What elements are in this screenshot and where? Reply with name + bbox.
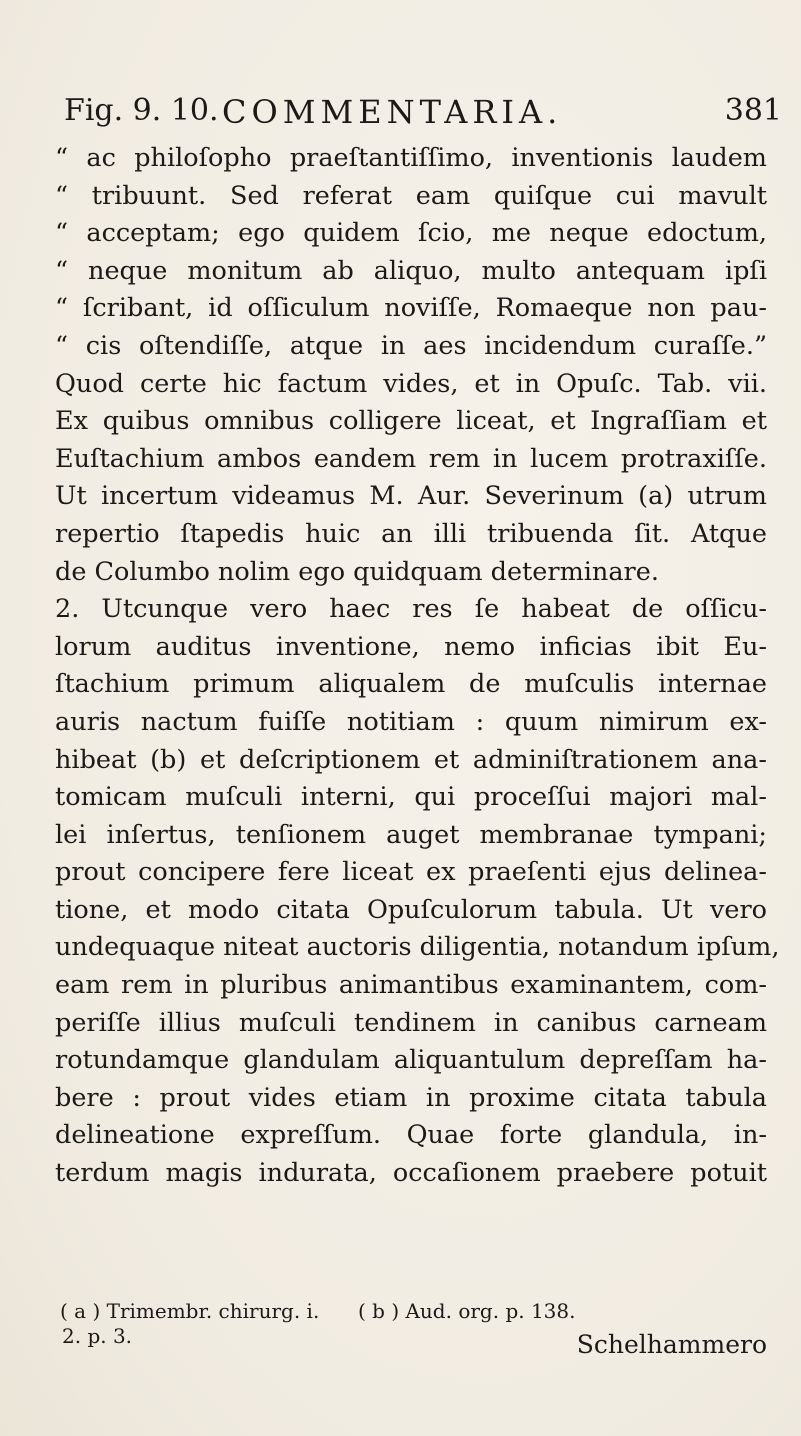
- text-line: ſtachium primum aliqualem de muſculis internae: [55, 669, 767, 700]
- text-line: “ neque monitum ab aliquo, multo antequam ipſi: [55, 255, 767, 286]
- text-line: tione, et modo citata Opuſculorum tabula. Ut vero: [55, 894, 767, 925]
- text-line: “ ac philoſopho praeſtantiſſimo, inventionis laudem: [55, 143, 767, 173]
- text-line: tomicam muſculi interni, qui proceſſui majori mal-: [55, 782, 767, 813]
- figure-reference: Fig. 9. 10.: [64, 93, 219, 128]
- text-line: eam rem in pluribus animantibus examinantem, com-: [55, 970, 767, 1001]
- text-line: de Columbo nolim ego quidquam determinare.: [55, 556, 659, 587]
- text-line: prout concipere fere liceat ex praeſenti ejus delinea-: [55, 857, 767, 888]
- running-header: [64, 93, 784, 133]
- page-title: COMMENTARIA.: [222, 93, 563, 131]
- text-line: terdum magis indurata, occaſionem praebere potuit: [55, 1158, 767, 1189]
- text-line: Euſtachium ambos eandem rem in lucem protraxiſſe.: [55, 443, 767, 474]
- text-line: Ex quibus omnibus colligere liceat, et Ingraſſiam et: [55, 406, 767, 437]
- text-line: hibeat (b) et deſcriptionem et adminiſtrationem ana-: [55, 744, 767, 775]
- catchword: Schelhammero: [576, 1330, 767, 1359]
- footnote-b: ( b ) Aud. org. p. 138.: [358, 1299, 576, 1323]
- text-line: periſſe illius muſculi tendinem in canibus carneam: [55, 1007, 767, 1038]
- footnote-a: ( a ) Trimembr. chirurg. i.: [60, 1299, 320, 1323]
- text-line: auris nactum fuiſſe notitiam : quum nimirum ex-: [55, 706, 767, 737]
- text-line: “ ſcribant, id oſſiculum noviſſe, Romaeque non pau-: [55, 293, 767, 324]
- text-line: rotundamque glandulam aliquantulum depreſſam ha-: [55, 1045, 767, 1076]
- text-line: delineatione expreſſum. Quae forte glandula, in-: [55, 1120, 767, 1151]
- page-number: 381: [724, 93, 782, 128]
- body-text: [55, 140, 780, 1193]
- text-line: “ tribuunt. Sed referat eam quiſque cui mavult: [55, 180, 767, 211]
- text-line: Ut incertum videamus M. Aur. Severinum (a) utrum: [55, 481, 767, 512]
- text-line: lorum auditus inventione, nemo inficias ibit Eu-: [55, 631, 767, 662]
- text-line: undequaque niteat auctoris diligentia, notandum ipſum,: [55, 932, 780, 963]
- text-line: 2. Utcunque vero haec res ſe habeat de oſſicu-: [55, 594, 767, 625]
- footnote-row: [60, 1298, 780, 1324]
- text-line: bere : prout vides etiam in proxime citata tabula: [55, 1082, 767, 1113]
- text-line: “ cis oſtendiſſe, atque in aes incidendum curaſſe.”: [55, 330, 767, 361]
- text-line: lei inſertus, tenſionem auget membranae tympani;: [55, 819, 767, 850]
- text-line: Quod certe hic factum vides, et in Opuſc. Tab. vii.: [55, 368, 767, 399]
- text-line: “ acceptam; ego quidem ſcio, me neque edoctum,: [55, 218, 767, 249]
- footnote-a-continued: 2. p. 3.: [62, 1324, 133, 1348]
- text-line: repertio ſtapedis huic an illi tribuenda ſit. Atque: [55, 518, 767, 549]
